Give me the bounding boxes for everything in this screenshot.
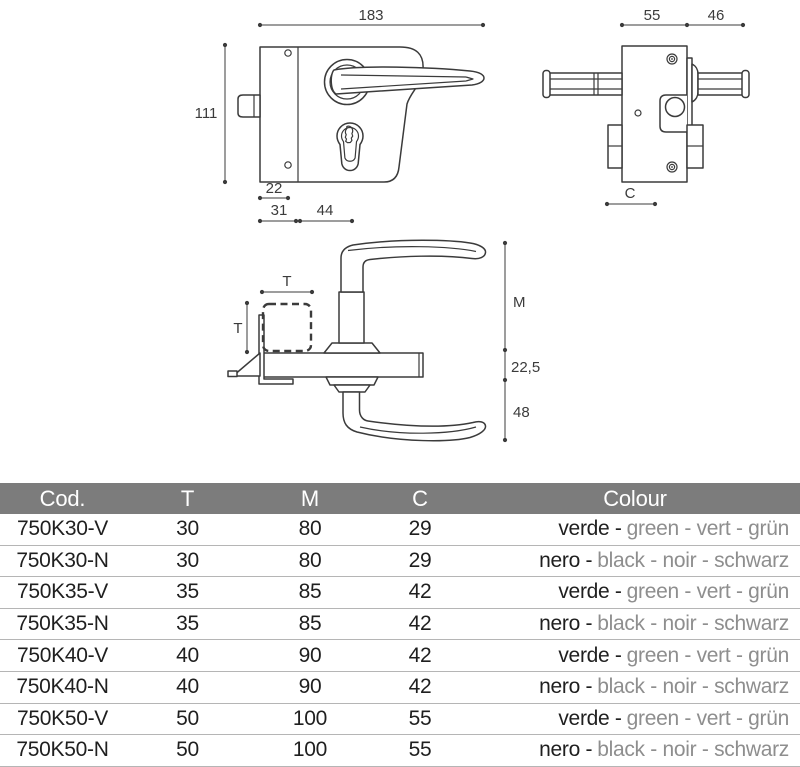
cell-cod: 750K35-N (16, 612, 109, 636)
dim-backset-c: 44 (316, 202, 334, 219)
cell-m: 85 (298, 612, 322, 636)
colour-translations: black - noir - schwarz (597, 738, 789, 762)
colour-primary: verde - (558, 643, 622, 667)
dim-thickness: 22,5 (511, 359, 541, 376)
cell-colour (470, 580, 800, 604)
dim-m: M (513, 294, 526, 311)
dim-t-side: T (233, 320, 243, 337)
handle-section-drawing (228, 240, 540, 442)
table-body (0, 514, 800, 767)
table-row (0, 577, 800, 609)
table-row (0, 609, 800, 641)
cell-cod: 750K50-N (16, 738, 109, 762)
colour-translations: black - noir - schwarz (597, 548, 789, 572)
table-row (0, 672, 800, 704)
dim-depth-b: 46 (707, 7, 725, 24)
colour-primary: nero - (539, 612, 593, 636)
cell-c: 55 (408, 706, 432, 730)
cell-c: 42 (408, 612, 432, 636)
cell-colour (470, 517, 800, 541)
cell-colour (470, 707, 800, 731)
header-t: T (180, 485, 195, 511)
cell-cod: 750K35-V (16, 580, 108, 604)
colour-translations: black - noir - schwarz (597, 675, 789, 699)
cell-t: 30 (176, 548, 199, 572)
cell-m: 85 (298, 580, 322, 604)
header-m: M (300, 485, 320, 511)
dim-depth-a: 55 (643, 7, 661, 24)
header-colour: Colour (603, 485, 667, 511)
dim-backset-a: 22 (265, 180, 283, 197)
cell-cod: 750K30-N (16, 548, 109, 572)
colour-translations: green - vert - grün (626, 580, 789, 604)
cell-colour (470, 738, 800, 762)
cell-m: 90 (298, 643, 322, 667)
lever-handle-front (331, 67, 484, 94)
colour-translations: green - vert - grün (626, 643, 789, 667)
cell-c: 42 (408, 675, 432, 699)
cell-t: 40 (176, 675, 199, 699)
cell-t: 50 (176, 706, 199, 730)
cell-c: 29 (408, 548, 432, 572)
dim-c: C (624, 185, 636, 202)
cell-t: 35 (176, 580, 199, 604)
cell-t: 35 (176, 612, 199, 636)
header-cod: Cod. (39, 485, 86, 511)
cell-c: 55 (408, 738, 432, 762)
cell-c: 29 (408, 517, 432, 541)
colour-translations: black - noir - schwarz (597, 612, 789, 636)
cell-cod: 750K30-V (16, 517, 108, 541)
handle-spindle-right (698, 73, 743, 95)
cell-cod: 750K40-N (16, 675, 109, 699)
header-c: C (412, 485, 428, 511)
cell-c: 42 (408, 643, 432, 667)
table-header (0, 483, 800, 514)
cell-m: 100 (292, 706, 328, 730)
latch-bolt-front (238, 95, 260, 117)
cell-t: 50 (176, 738, 199, 762)
upper-handle (341, 240, 486, 292)
dim-backset-b: 31 (270, 202, 288, 219)
front-view-drawing (195, 7, 486, 223)
cell-colour (470, 644, 800, 668)
colour-translations: green - vert - grün (626, 706, 789, 730)
table-row (0, 640, 800, 672)
colour-primary: verde - (558, 706, 622, 730)
spindle-square (263, 304, 311, 351)
cell-cod: 750K40-V (16, 643, 108, 667)
handle-spindle-left (547, 73, 622, 95)
colour-primary: nero - (539, 548, 593, 572)
gate-profile (262, 353, 423, 377)
colour-primary: verde - (558, 580, 622, 604)
dim-t-top: T (282, 273, 292, 290)
dim-handle-height: 48 (513, 404, 530, 421)
colour-primary: nero - (539, 675, 593, 699)
table-row (0, 735, 800, 767)
table-row (0, 546, 800, 578)
table-row (0, 704, 800, 736)
colour-primary: nero - (539, 738, 593, 762)
cell-t: 40 (176, 643, 199, 667)
latch-roller (666, 98, 685, 117)
cell-c: 42 (408, 580, 432, 604)
cell-t: 30 (176, 517, 199, 541)
product-table (0, 483, 800, 767)
dim-height: 111 (194, 105, 218, 122)
table-row (0, 514, 800, 546)
cell-colour (470, 675, 800, 699)
cell-m: 80 (298, 548, 322, 572)
cell-m: 90 (298, 675, 322, 699)
cell-colour (470, 612, 800, 636)
cell-colour (470, 549, 800, 573)
cell-m: 100 (292, 738, 328, 762)
dim-width: 183 (358, 7, 384, 24)
side-view-drawing (543, 7, 749, 206)
colour-primary: verde - (558, 517, 622, 541)
colour-translations: green - vert - grün (626, 517, 789, 541)
cell-cod: 750K50-V (16, 706, 108, 730)
cell-m: 80 (298, 517, 322, 541)
